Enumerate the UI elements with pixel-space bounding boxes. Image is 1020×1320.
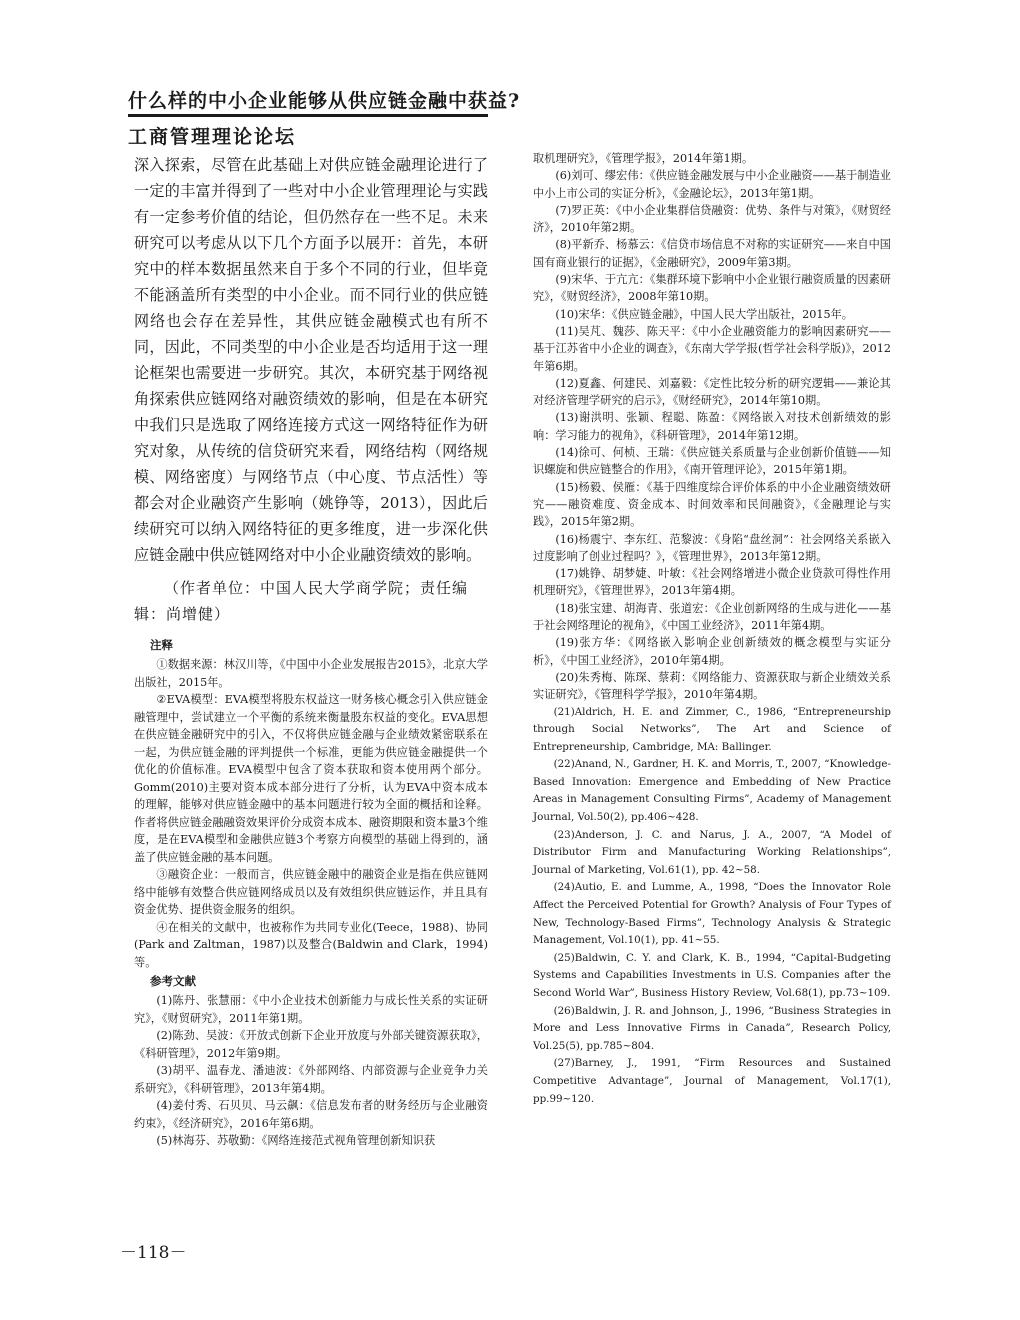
reference-item: (19)张方华：《网络嵌入影响企业创新绩效的概念模型与实证分析》，《中国工业经济》，2010年第4期。	[533, 636, 891, 667]
reference-item: (15)杨毅、侯雁：《基于四维度综合评价体系的中小企业融资绩效研究——融资难度、资金成本、时间效率和民间融资》，《金融理论与实践》，2015年第2期。	[533, 480, 891, 529]
reference-item: (14)徐可、何桢、王瑞：《供应链关系质量与企业创新价值链——知识螺旋和供应链整合的作用》，《南开管理评论》，2015年第1期。	[533, 446, 891, 477]
note-item: ④在相关的文献中，也被称作为共同专业化(Teece，1988)、协同(Park and Zaltman，1987)以及整合(Baldwin and Clark，1994)等。	[134, 920, 488, 969]
page-number: －118－	[120, 1243, 187, 1263]
reference-item: (22)Anand, N., Gardner, H. K. and Morris, T., 2007, “Knowledge-Based Innovation: Emergence and Embedding of New Practice Areas in Management Consulting Firms”, Academy of Management Journal, Vol.50(2), pp.406~428.	[533, 758, 891, 824]
reference-item: (26)Baldwin, J. R. and Johnson, J., 1996, “Business Strategies in More and Less Innovative Firms in Canada”, Research Policy, Vol.25(5), pp.785~804.	[533, 1004, 891, 1052]
reference-item: (21)Aldrich, H. E. and Zimmer, C., 1986, “Entrepreneurship through Social Networks”, The Art and Science of Entrepreneurship, Cambridge, MA: Ballinger.	[533, 705, 891, 753]
reference-item: (4)姜付秀、石贝贝、马云飙：《信息发布者的财务经历与企业融资约束》，《经济研究》，2016年第6期。	[134, 1099, 488, 1130]
reference-item: (2)陈劲、吴波：《开放式创新下企业开放度与外部关键资源获取》，《科研管理》，2012年第9期。	[134, 1029, 488, 1060]
reference-item: (5)林海芬、苏敬勤：《网络连接范式视角管理创新知识获	[156, 1134, 436, 1147]
reference-item: (13)谢洪明、张颖、程聪、陈盈：《网络嵌入对技术创新绩效的影响：学习能力的视角》，《科研管理》，2014年第12期。	[533, 411, 891, 442]
reference-item: (18)张宝建、胡海青、张道宏：《企业创新网络的生成与进化——基于社会网络理论的视角》，《中国工业经济》，2011年第4期。	[533, 601, 891, 633]
running-header-title: 什么样的中小企业能够从供应链金融中获益?	[128, 90, 521, 112]
reference-item: (23)Anderson, J. C. and Narus, J. A., 2007, “A Model of Distributor Firm and Manufacturing Working Relationships”, Journal of Marketing, Vol.61(1), pp. 42~58.	[533, 828, 891, 876]
reference-item: (24)Autio, E. and Lumme, A., 1998, “Does the Innovator Role Affect the Perceived Potential for Growth? Analysis of Four Types of New, Technology-Based Firms”, Technology Analysis & Strategic Management, Vol.10(1), pp. 41~55.	[533, 881, 891, 947]
reference-item: (3)胡平、温春龙、潘迪波：《外部网络、内部资源与企业竞争力关系研究》，《科研管理》，2013年第4期。	[134, 1064, 488, 1095]
left-column	[134, 152, 488, 1150]
reference-item: (12)夏鑫、何建民、刘嘉毅：《定性比较分析的研究逻辑——兼论其对经济管理学研究的启示》，《财经研究》，2014年第10期。	[533, 376, 891, 408]
reference-item: (25)Baldwin, C. Y. and Clark, K. B., 1994, “Capital-Budgeting Systems and Capabilities Investments in U.S. Companies after the Second World War”, Business History Review, Vol.68(1), pp.73~109.	[533, 951, 891, 999]
reference-item: (10)宋华：《供应链金融》，中国人民大学出版社，2015年。	[555, 307, 853, 321]
reference-item: (11)吴芃、魏莎、陈天平：《中小企业融资能力的影响因素研究——基于江苏省中小企业的调查》，《东南大学学报(哲学社会科学版)》，2012年第6期。	[533, 324, 891, 373]
header-rule	[128, 114, 488, 117]
author-affiliation: （作者单位：中国人民大学商学院；责任编辑：尚增健）	[134, 579, 469, 623]
references-heading: 参考文献	[150, 974, 196, 988]
reference-item: (7)罗正英：《中小企业集群信贷融资：优势、条件与对策》，《财贸经济》，2010年第2期。	[533, 203, 891, 235]
note-item: ②EVA模型：EVA模型将股东权益这一财务核心概念引入供应链金融管理中，尝试建立一个平衡的系统来衡量股东权益的变化。EVA思想在供应链金融研究中的引入，不仅将供应链金融与企业绩效紧密联系在一起，为供应链金融的评判提供一个标准，更能为供应链金融提供一个优化的价值标准。EVA模型中包含了资本获取和资本使用两个部分。Gomm(2010)主要对资本成本部分进行了分析，认为EVA中资本成本的理解，能够对供应链金融中的基本问题进行较为全面的概括和诠释。作者将供应链金融融资效果评价分成资本成本、融资期限和资本量3个维度，是在EVA模型和金融供应链3个考察方向模型的基础上得到的，涵盖了供应链金融的基本问题。	[134, 693, 488, 864]
reference-item: (20)朱秀梅、陈琛、蔡莉：《网络能力、资源获取与新企业绩效关系实证研究》，《管理科学学报》，2010年第4期。	[533, 670, 891, 702]
reference-item: (16)杨震宁、李东红、范黎波：《身陷“盘丝洞”：社会网络关系嵌入过度影响了创业过程吗？》，《管理世界》，2013年第12期。	[533, 532, 891, 563]
notes-heading: 注释	[150, 638, 173, 652]
note-item: ①数据来源：林汉川等，《中国中小企业发展报告2015》，北京大学出版社，2015年。	[134, 658, 488, 689]
reference-item: (27)Barney, J., 1991, “Firm Resources and Sustained Competitive Advantage”, Journal of Management, Vol.17(1), pp.99~120.	[533, 1057, 891, 1105]
right-column	[533, 150, 891, 1108]
reference-item: (1)陈丹、张慧丽：《中小企业技术创新能力与成长性关系的实证研究》，《财贸研究》，2011年第1期。	[134, 994, 488, 1025]
reference-item: (8)平新乔、杨慕云：《信贷市场信息不对称的实证研究——来自中国国有商业银行的证据》，《金融研究》，2009年第3期。	[533, 238, 891, 269]
body-paragraph: 深入探索，尽管在此基础上对供应链金融理论进行了一定的丰富并得到了一些对中小企业管理理论与实践有一定参考价值的结论，但仍然存在一些不足。未来研究可以考虑从以下几个方面予以展开：首先，本研究中的样本数据虽然来自于多个不同的行业，但毕竟不能涵盖所有类型的中小企业。而不同行业的供应链网络也会存在差异性，其供应链金融模式也有所不同，因此，不同类型的中小企业是否均适用于这一理论框架也需要进一步研究。其次，本研究基于网络视角探索供应链网络对融资绩效的影响，但是在本研究中我们只是选取了网络连接方式这一网络特征作为研究对象，从传统的信贷研究来看，网络结构（网络规模、网络密度）与网络节点（中心度、节点活性）等都会对企业融资产生影响（姚铮等，2013），因此后续研究可以纳入网络特征的更多维度，进一步深化供应链金融中供应链网络对中小企业融资绩效的影响。	[134, 156, 488, 564]
reference-item: (17)姚铮、胡梦婕、叶敏：《社会网络增进小微企业贷款可得性作用机理研究》，《管理世界》，2013年第4期。	[533, 567, 891, 598]
section-name: 工商管理理论论坛	[128, 126, 297, 148]
reference-item: 取机理研究》，《管理学报》，2014年第1期。	[533, 152, 754, 165]
reference-item: (6)刘可、缪宏伟：《供应链金融发展与中小企业融资——基于制造业中小上市公司的实证分析》，《金融论坛》，2013年第1期。	[533, 169, 891, 200]
reference-item: (9)宋华、于亢亢：《集群环境下影响中小企业银行融资质量的因素研究》，《财贸经济》，2008年第10期。	[533, 273, 891, 304]
note-item: ③融资企业：一般而言，供应链金融中的融资企业是指在供应链网络中能够有效整合供应链网络成员以及有效组织供应链运作，并且具有资金优势、提供资金服务的组织。	[134, 868, 488, 916]
